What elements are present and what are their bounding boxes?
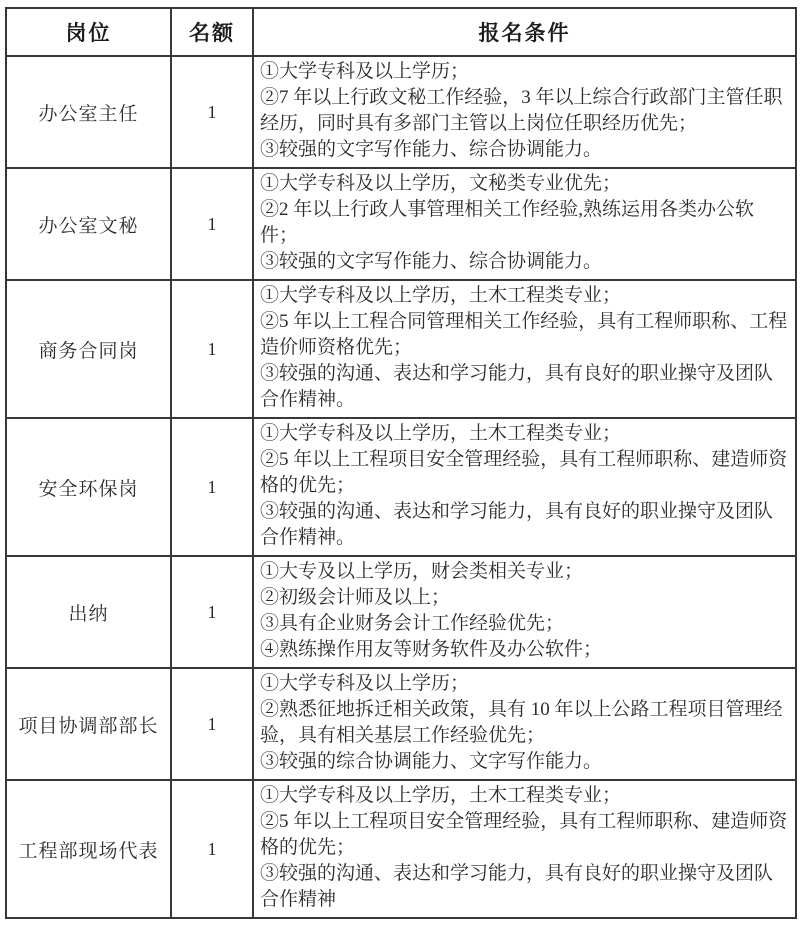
condition-item: ③较强的综合协调能力、文字写作能力。 xyxy=(260,751,603,772)
table-header-row xyxy=(6,8,796,56)
condition-item: ①大学专科及以上学历，土木工程类专业； xyxy=(260,285,622,306)
position-cell: 商务合同岗 xyxy=(6,280,171,418)
condition-item: ③较强的文字写作能力、综合协调能力。 xyxy=(260,251,603,272)
condition-item: ③较强的沟通、表达和学习能力，具有良好的职业操守及团队合作精神。 xyxy=(260,501,774,548)
condition-item: ②7 年以上行政文秘工作经验，3 年以上综合行政部门主管任职经历，同时具有多部门主管以上岗位任职经历优先； xyxy=(260,87,783,134)
header-conditions: 报名条件 xyxy=(253,8,796,56)
conditions-cell xyxy=(253,56,796,168)
table-body xyxy=(6,56,796,918)
position-cell: 出纳 xyxy=(6,556,171,668)
quota-cell: 1 xyxy=(171,280,253,418)
condition-item: ①大专及以上学历，财会类相关专业； xyxy=(260,561,584,582)
condition-item: ③较强的沟通、表达和学习能力，具有良好的职业操守及团队合作精神 xyxy=(260,863,774,910)
header-position: 岗位 xyxy=(6,8,171,56)
condition-item: ①大学专科及以上学历，土木工程类专业； xyxy=(260,785,622,806)
quota-cell: 1 xyxy=(171,168,253,280)
table-row xyxy=(6,780,796,918)
condition-item: ②5 年以上工程合同管理相关工作经验，具有工程师职称、工程造价师资格优先； xyxy=(260,311,788,358)
condition-item: ②5 年以上工程项目安全管理经验，具有工程师职称、建造师资格的优先； xyxy=(260,811,788,858)
quota-cell: 1 xyxy=(171,56,253,168)
quota-cell: 1 xyxy=(171,668,253,780)
header-quota: 名额 xyxy=(171,8,253,56)
condition-item: ③具有企业财务会计工作经验优先； xyxy=(260,613,565,634)
condition-item: ②2 年以上行政人事管理相关工作经验,熟练运用各类办公软件； xyxy=(260,199,755,246)
condition-item: ②5 年以上工程项目安全管理经验，具有工程师职称、建造师资格的优先； xyxy=(260,449,788,496)
condition-item: ②熟悉征地拆迁相关政策，具有 10 年以上公路工程项目管理经验，具有相关基层工作经验优先； xyxy=(260,699,783,746)
conditions-cell xyxy=(253,168,796,280)
quota-cell: 1 xyxy=(171,418,253,556)
conditions-cell xyxy=(253,556,796,668)
job-positions-table xyxy=(5,7,797,919)
quota-cell: 1 xyxy=(171,556,253,668)
condition-item: ①大学专科及以上学历，土木工程类专业； xyxy=(260,423,622,444)
condition-item: ①大学专科及以上学历； xyxy=(260,61,470,82)
conditions-cell xyxy=(253,780,796,918)
position-cell: 办公室文秘 xyxy=(6,168,171,280)
condition-item: ①大学专科及以上学历，文秘类专业优先； xyxy=(260,173,622,194)
table-row xyxy=(6,418,796,556)
condition-item: ④熟练操作用友等财务软件及办公软件； xyxy=(260,639,603,660)
conditions-cell xyxy=(253,280,796,418)
position-cell: 工程部现场代表 xyxy=(6,780,171,918)
condition-item: ③较强的文字写作能力、综合协调能力。 xyxy=(260,139,603,160)
condition-item: ①大学专科及以上学历； xyxy=(260,673,470,694)
table-row xyxy=(6,556,796,668)
conditions-cell xyxy=(253,418,796,556)
table-row xyxy=(6,56,796,168)
table-row xyxy=(6,168,796,280)
condition-item: ③较强的沟通、表达和学习能力，具有良好的职业操守及团队合作精神。 xyxy=(260,363,774,410)
table-row xyxy=(6,280,796,418)
quota-cell: 1 xyxy=(171,780,253,918)
table-row xyxy=(6,668,796,780)
position-cell: 项目协调部部长 xyxy=(6,668,171,780)
condition-item: ②初级会计师及以上； xyxy=(260,587,451,608)
position-cell: 安全环保岗 xyxy=(6,418,171,556)
position-cell: 办公室主任 xyxy=(6,56,171,168)
conditions-cell xyxy=(253,668,796,780)
